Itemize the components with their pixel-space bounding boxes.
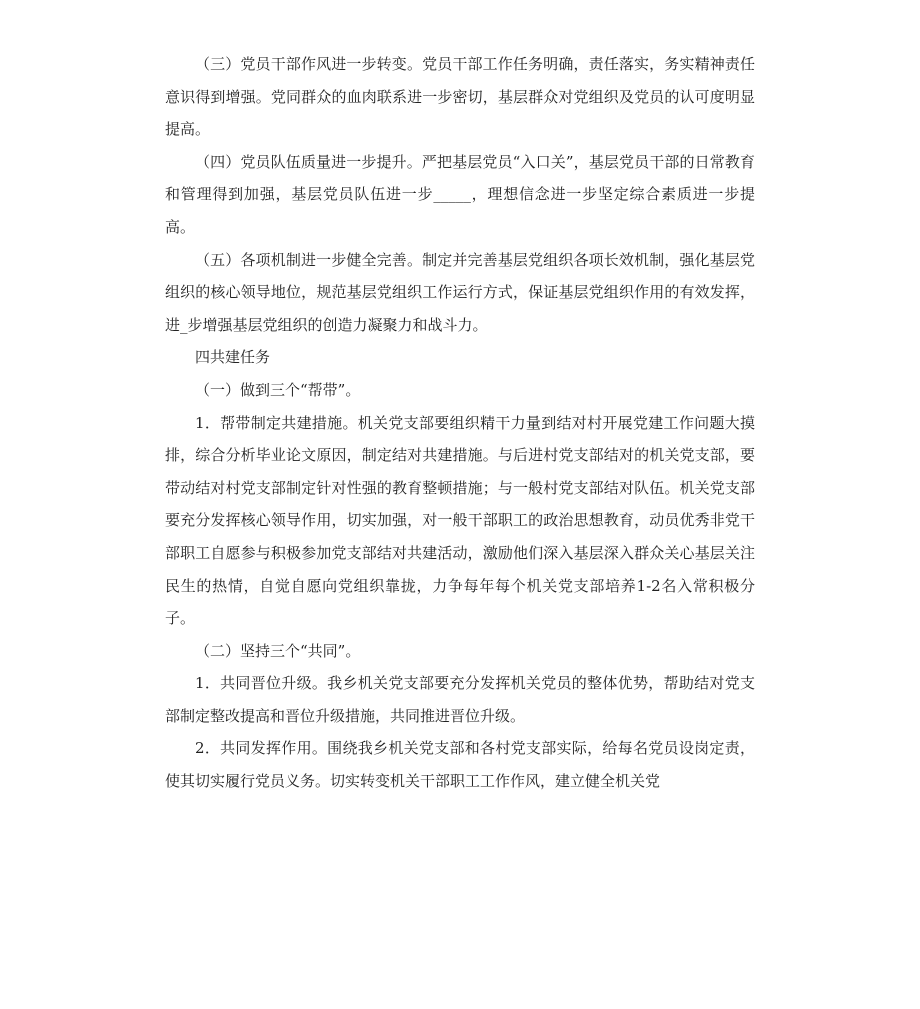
subheading-gongtong: （二）坚持三个“共同”。 [195, 641, 361, 660]
paragraph-item-1-bangdai: 1．帮带制定共建措施。机关党支部要组织精干力量到结对村开展党建工作问题大摸排，综合分析毕业论文原因，制定结对共建措施。与后进村党支部结对的机关党支部，要带动结对村党支部制定针对性强的教育整顿措施；与一般村党支部结对队伍。机关党支部要充分发挥核心领导作用，切实加强，对一般干部职工的政治思想教育，动员优秀非党干部职工自愿参与积极参加党支部结对共建活动，激励他们深入基层深入群众关心基层关注民生的热情，自觉自愿向党组织靠拢，力争每年每个机关党支部培养1-2名入常积极分子。 [165, 413, 755, 628]
paragraph-section-3: （三）党员干部作风进一步转变。党员干部工作任务明确，责任落实，务实精神责任意识得到增强。党同群众的血肉联系进一步密切，基层群众对党组织及党员的认可度明显提高。 [165, 55, 755, 139]
paragraph-item-2-gongtong: 2．共同发挥作用。围绕我乡机关党支部和各村党支部实际，给每名党员设岗定责，使其切实履行党员义务。切实转变机关干部职工工作作风，建立健全机关党 [165, 739, 755, 791]
paragraph-section-4: （四）党员队伍质量进一步提升。严把基层党员“入口关”，基层党员干部的日常教育和管理得到加强，基层党员队伍进一步_____，理想信念进一步坚定综合素质进一步提高。 [165, 152, 755, 236]
document-page [165, 48, 755, 798]
subheading-bangdai: （一）做到三个“帮带”。 [195, 380, 361, 399]
heading-tasks: 四共建任务 [195, 348, 271, 367]
paragraph-item-1-gongtong: 1．共同晋位升级。我乡机关党支部要充分发挥机关党员的整体优势，帮助结对党支部制定整改提高和晋位升级措施，共同推进晋位升级。 [165, 674, 755, 725]
paragraph-section-5: （五）各项机制进一步健全完善。制定并完善基层党组织各项长效机制，强化基层党组织的核心领导地位，规范基层党组织工作运行方式，保证基层党组织作用的有效发挥，进_步增强基层党组织的创造力凝聚力和战斗力。 [165, 250, 755, 334]
